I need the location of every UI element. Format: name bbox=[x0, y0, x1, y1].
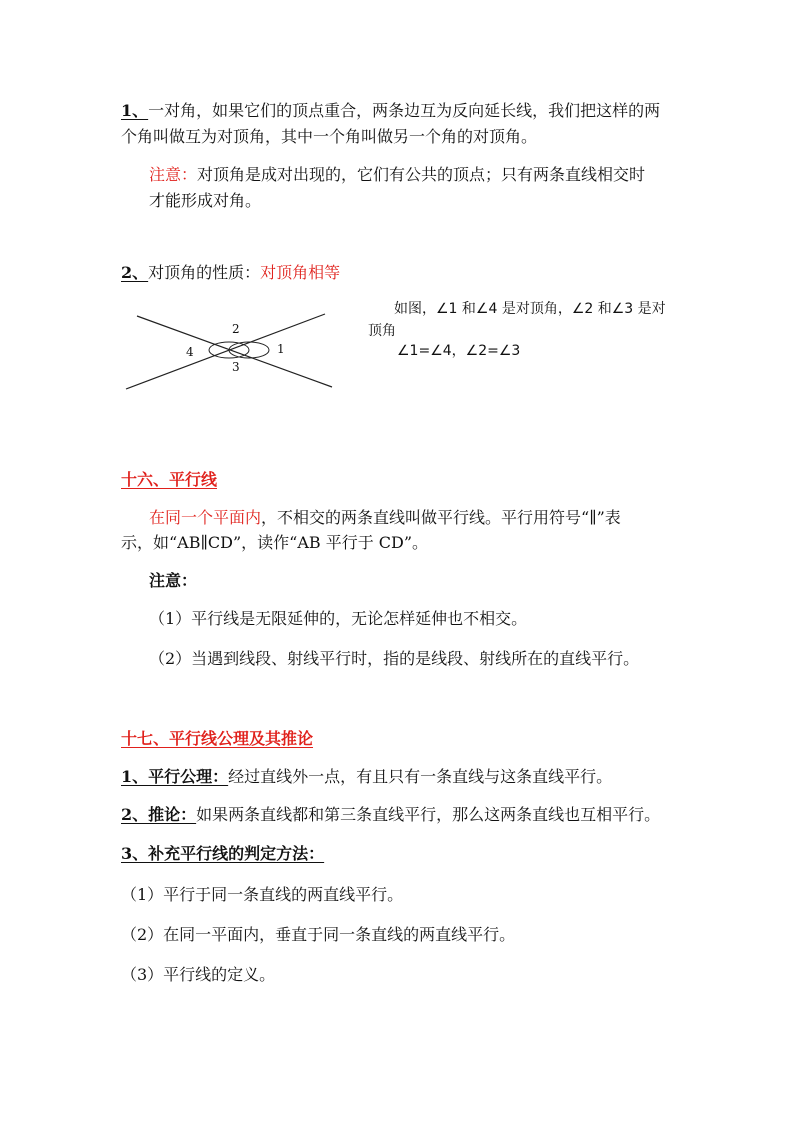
angle-label-1: 1 bbox=[277, 342, 285, 356]
methods-label: 3、补充平行线的判定方法： bbox=[121, 844, 325, 863]
vertical-angles-figure bbox=[112, 306, 344, 402]
method-item-2: （2）在同一平面内，垂直于同一条直线的两直线平行。 bbox=[121, 925, 516, 944]
item-number: 2、 bbox=[121, 263, 149, 282]
line-ascending bbox=[126, 314, 325, 389]
figure-caption-line-1: 如图，∠1 和∠4 是对顶角，∠2 和∠3 是对 bbox=[394, 301, 666, 317]
property-paragraph bbox=[121, 260, 340, 283]
parallel-axiom-paragraph bbox=[121, 764, 612, 787]
note-item-1: （1）平行线是无限延伸的，无论怎样延伸也不相交。 bbox=[149, 609, 528, 628]
note-line-1: 对顶角是成对出现的，它们有公共的顶点；只有两条直线相交时 bbox=[197, 165, 646, 184]
section-17-title: 十七、平行线公理及其推论 bbox=[121, 729, 314, 748]
definition-paragraph bbox=[121, 98, 660, 121]
item-number: 1、 bbox=[121, 101, 149, 120]
method-item-3: （3）平行线的定义。 bbox=[121, 965, 276, 984]
corollary-label: 2、推论： bbox=[121, 805, 197, 824]
figure-caption-line-3: ∠1=∠4，∠2=∠3 bbox=[397, 343, 521, 359]
corollary-paragraph bbox=[121, 802, 660, 825]
section-16-title: 十六、平行线 bbox=[121, 470, 218, 489]
axiom-text: 经过直线外一点，有且只有一条直线与这条直线平行。 bbox=[228, 767, 613, 786]
note-item-2: （2）当遇到线段、射线平行时，指的是线段、射线所在的直线平行。 bbox=[149, 649, 640, 668]
angle-label-4: 4 bbox=[186, 345, 194, 359]
note-paragraph bbox=[149, 162, 645, 185]
definition-line-2: 个角叫做互为对顶角，其中一个角叫做另一个角的对顶角。 bbox=[121, 127, 538, 146]
property-emphasis: 对顶角相等 bbox=[260, 263, 341, 282]
same-plane-emphasis: 在同一个平面内 bbox=[149, 508, 262, 527]
figure-caption-line-2: 顶角 bbox=[368, 323, 396, 339]
section-16-note-label: 注意： bbox=[149, 571, 198, 590]
definition-line-1: 一对角，如果它们的顶点重合，两条边互为反向延长线，我们把这样的两 bbox=[148, 101, 661, 120]
angle-label-2: 2 bbox=[232, 322, 240, 336]
axiom-label: 1、平行公理： bbox=[121, 767, 229, 786]
note-line-2: 才能形成对角。 bbox=[149, 191, 262, 210]
parallel-definition-line-1 bbox=[149, 505, 621, 528]
note-label: 注意： bbox=[149, 165, 198, 184]
parallel-definition-rest: ，不相交的两条直线叫做平行线。平行用符号“∥”表 bbox=[261, 508, 621, 527]
method-item-1: （1）平行于同一条直线的两直线平行。 bbox=[121, 885, 404, 904]
corollary-text: 如果两条直线都和第三条直线平行，那么这两条直线也互相平行。 bbox=[196, 805, 661, 824]
property-label: 对顶角的性质： bbox=[148, 263, 261, 282]
parallel-definition-line-2: 示，如“AB∥CD”，读作“AB 平行于 CD”。 bbox=[121, 533, 429, 552]
angle-label-3: 3 bbox=[232, 360, 240, 374]
